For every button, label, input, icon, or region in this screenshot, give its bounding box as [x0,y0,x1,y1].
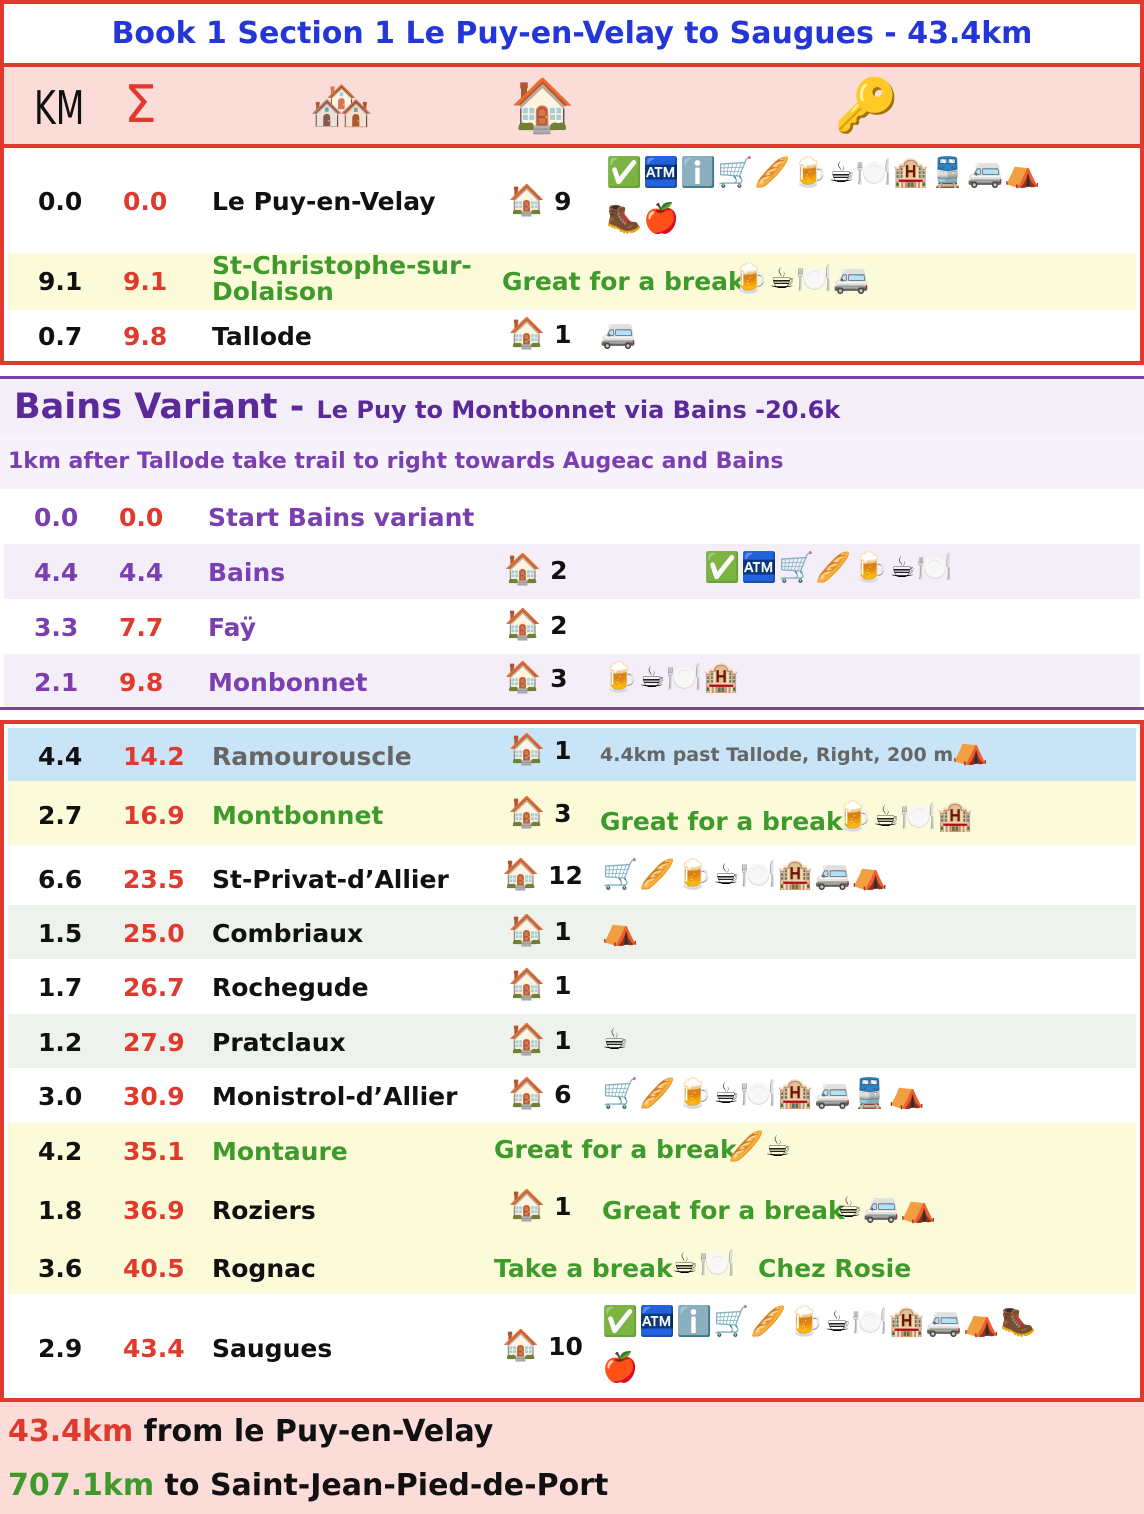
km-cell: 1.5 [38,919,83,948]
table-row [8,145,1136,253]
km-cell: 2.1 [34,668,79,697]
place-name: St-Christophe-sur- [212,251,472,280]
table-row [8,845,1136,905]
note: Great for a break [494,1135,737,1164]
amenities: 🍺☕🍽️🏨 [836,799,975,833]
amenities: 🛒🥖🍺☕🍽️🏨🚐🚆⛺ [602,1076,926,1110]
amenities: ⛺ [952,732,990,766]
beds-count: 1 [554,320,572,349]
distance-to-label: to Saint-Jean-Pied-de-Port [154,1468,609,1503]
house-icon: 🏠 [504,552,542,587]
distance-from: 43.4km [8,1414,134,1449]
amenities: 🍺☕🍽️🏨 [602,660,741,694]
table-row [4,544,1140,599]
beds-count: 6 [554,1080,572,1109]
key-icon: 🔑 [834,76,899,136]
note: 4.4km past Tallode, Right, 200 m [600,744,954,766]
amenities: ✅🏧ℹ️🛒🥖🍺☕🍽️🏨🚆🚐⛺ [606,155,1042,189]
sum-cell: 25.0 [123,919,185,948]
place-name: Start Bains variant [208,503,475,532]
table-row [8,1238,1136,1294]
km-cell: 3.0 [38,1082,83,1111]
sum-header: Σ [124,75,157,135]
sum-cell: 23.5 [123,865,185,894]
house-icon: 🏠 [504,660,542,695]
km-cell: 4.4 [38,742,83,771]
sum-cell: 9.8 [123,322,168,351]
house-icon: 🏠 [508,795,546,830]
sum-cell: 4.4 [119,558,164,587]
amenities: 🥾🍎 [606,201,681,235]
beds-count: 9 [554,187,572,216]
house-icon: 🏠 [508,732,546,767]
beds-count: 1 [554,1026,572,1055]
distance-to: 707.1km [8,1468,155,1503]
km-cell: 0.0 [38,187,83,216]
variant-title: Bains Variant - [14,387,317,427]
amenities: ☕🍽️ [672,1246,737,1280]
km-cell: 4.2 [38,1137,83,1166]
place-name: Monbonnet [208,668,368,697]
sum-cell: 35.1 [123,1137,185,1166]
amenities: 🛒🥖🍺☕🍽️🏨🚐⛺ [602,857,889,891]
beds-count: 10 [548,1332,583,1361]
place-name: Tallode [212,322,312,351]
page-title: Book 1 Section 1 Le Puy-en-Velay to Saugues - 43.4km [0,0,1144,66]
note: Great for a break [502,267,745,296]
beds-count: 1 [554,971,572,1000]
sum-cell: 36.9 [123,1196,185,1225]
beds-count: 3 [554,799,572,828]
table-row [8,253,1136,310]
beds-count: 12 [548,861,583,890]
column-header [0,63,1144,148]
place-name: Ramourouscle [212,742,412,771]
variant-header [0,379,1144,435]
table-row [4,599,1140,654]
house-icon: 🏠 [508,1022,546,1057]
note: Take a break [494,1254,673,1283]
km-cell: 3.6 [38,1254,83,1283]
table-row [8,1180,1136,1238]
sum-cell: 26.7 [123,973,185,1002]
place-name: Monistrol-d’Allier [212,1082,458,1111]
footer [0,1398,1144,1514]
beds-count: 2 [550,556,568,585]
note: Great for a break [600,807,843,836]
amenities: 🍺☕🍽️🚐 [732,261,871,295]
place-name: Bains [208,558,286,587]
sum-cell: 9.1 [123,267,168,296]
table-row [8,959,1136,1014]
table-row [8,1068,1136,1123]
house-icon: 🏠 [508,1076,546,1111]
km-cell: 9.1 [38,267,83,296]
amenities: 🍎 [602,1350,640,1384]
km-cell: 2.9 [38,1334,83,1363]
beds-count: 1 [554,917,572,946]
house-icon: 🏠 [504,607,542,642]
sum-cell: 9.8 [119,668,164,697]
table-row [8,781,1136,845]
km-cell: 3.3 [34,613,79,642]
amenities: ☕🚐⛺ [836,1190,938,1224]
amenities: ✅🏧ℹ️🛒🥖🍺☕🍽️🏨🚐⛺🥾 [602,1304,1038,1338]
sum-cell: 40.5 [123,1254,185,1283]
amenities: 🚐 [600,316,638,350]
place-name: Rochegude [212,973,369,1002]
variant-subtitle: Le Puy to Montbonnet via Bains -20.6k [316,396,841,424]
km-cell: 0.0 [34,503,79,532]
sum-cell: 27.9 [123,1028,185,1057]
place-name: Pratclaux [212,1028,346,1057]
sum-cell: 14.2 [123,742,185,771]
house-icon: 🏠 [510,76,575,136]
house-icon: 🏠 [502,1328,540,1363]
sum-cell: 0.0 [119,503,164,532]
km-cell: 2.7 [38,801,83,830]
section-2 [0,720,1144,1514]
amenities: 🥖☕ [728,1129,793,1163]
place-name: Dolaison [212,277,334,306]
bains-variant [0,376,1144,710]
table-row [8,310,1136,361]
place-name: Faÿ [208,613,257,642]
house-icon: 🏠 [508,967,546,1002]
distance-from-label: from le Puy-en-Velay [133,1414,494,1449]
amenities: ✅🏧🛒🥖🍺☕🍽️ [704,550,954,584]
place-name: Montaure [212,1137,348,1166]
variant-instruction-row [0,435,1144,489]
km-cell: 6.6 [38,865,83,894]
note: Chez Rosie [758,1254,912,1283]
beds-count: 1 [554,736,572,765]
house-icon: 🏠 [508,183,546,218]
table-row [4,654,1140,707]
table-row [8,1294,1136,1398]
amenities: ☕ [602,1022,629,1056]
km-header: KM [34,81,85,135]
house-icon: 🏠 [508,913,546,948]
house-icon: 🏠 [508,316,546,351]
section-1 [0,145,1144,365]
km-cell: 1.2 [38,1028,83,1057]
sum-cell: 0.0 [123,187,168,216]
beds-count: 3 [550,664,568,693]
place-name: Combriaux [212,919,364,948]
table-row [8,728,1136,781]
table-row [8,905,1136,959]
variant-instruction: 1km after Tallode take trail to right towards Augeac and Bains [8,449,784,474]
km-cell: 1.7 [38,973,83,1002]
beds-count: 1 [554,1192,572,1221]
km-cell: 4.4 [34,558,79,587]
houses-icon: 🏘️ [309,76,374,136]
place-name: Roziers [212,1196,316,1225]
note: Great for a break [602,1196,845,1225]
table-row [8,1014,1136,1068]
km-cell: 0.7 [38,322,83,351]
place-name: St-Privat-d’Allier [212,865,449,894]
house-icon: 🏠 [508,1188,546,1223]
place-name: Le Puy-en-Velay [212,187,436,216]
place-name: Saugues [212,1334,333,1363]
beds-count: 2 [550,611,568,640]
place-name: Montbonnet [212,801,384,830]
sum-cell: 7.7 [119,613,164,642]
house-icon: 🏠 [502,857,540,892]
sum-cell: 16.9 [123,801,185,830]
amenities: ⛺ [602,913,640,947]
sum-cell: 30.9 [123,1082,185,1111]
table-row [8,1123,1136,1180]
table-row [4,489,1140,544]
km-cell: 1.8 [38,1196,83,1225]
sum-cell: 43.4 [123,1334,185,1363]
place-name: Rognac [212,1254,316,1283]
